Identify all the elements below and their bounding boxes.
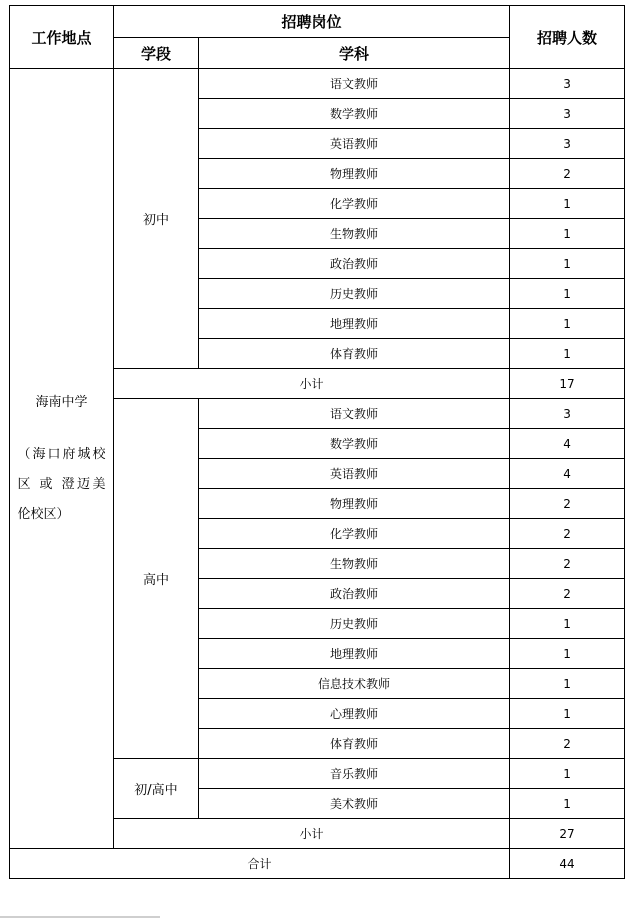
- header-stage: 学段: [114, 38, 199, 69]
- subtotal-label: 小计: [114, 819, 510, 849]
- bottom-edge-line: [0, 916, 160, 918]
- subject-cell: 化学教师: [199, 519, 510, 549]
- subject-cell: 心理教师: [199, 699, 510, 729]
- count-cell: 2: [510, 489, 625, 519]
- count-cell: 1: [510, 789, 625, 819]
- subject-cell: 化学教师: [199, 189, 510, 219]
- subject-cell: 英语教师: [199, 129, 510, 159]
- header-row-1: [10, 6, 625, 38]
- count-cell: 1: [510, 189, 625, 219]
- count-cell: 1: [510, 279, 625, 309]
- header-count: 招聘人数: [510, 6, 625, 69]
- count-cell: 1: [510, 339, 625, 369]
- subject-cell: 物理教师: [199, 489, 510, 519]
- location-campus-line: 伦校区）: [17, 506, 70, 522]
- subject-cell: 政治教师: [199, 249, 510, 279]
- subject-cell: 信息技术教师: [199, 669, 510, 699]
- subject-cell: 地理教师: [199, 309, 510, 339]
- count-cell: 3: [510, 129, 625, 159]
- subtotal-value: 27: [510, 819, 625, 849]
- subject-cell: 生物教师: [199, 219, 510, 249]
- count-cell: 2: [510, 159, 625, 189]
- header-location: 工作地点: [10, 6, 114, 69]
- subject-cell: 物理教师: [199, 159, 510, 189]
- recruitment-table-container: [9, 5, 625, 879]
- subject-cell: 历史教师: [199, 279, 510, 309]
- subject-cell: 政治教师: [199, 579, 510, 609]
- location-spacer: [10, 418, 113, 440]
- subject-cell: 体育教师: [199, 339, 510, 369]
- recruitment-table: [9, 5, 625, 879]
- count-cell: 1: [510, 669, 625, 699]
- subject-cell: 美术教师: [199, 789, 510, 819]
- total-row: [10, 849, 625, 879]
- subject-cell: 生物教师: [199, 549, 510, 579]
- subject-cell: 音乐教师: [199, 759, 510, 789]
- subject-cell: 数学教师: [199, 99, 510, 129]
- header-position: 招聘岗位: [114, 6, 510, 38]
- stage-both: 初/高中: [114, 759, 199, 819]
- count-cell: 1: [510, 759, 625, 789]
- count-cell: 1: [510, 309, 625, 339]
- total-label: 合计: [10, 849, 510, 879]
- stage-junior: 初中: [114, 69, 199, 369]
- count-cell: 1: [510, 639, 625, 669]
- total-value: 44: [510, 849, 625, 879]
- count-cell: 2: [510, 579, 625, 609]
- subject-cell: 地理教师: [199, 639, 510, 669]
- count-cell: 4: [510, 459, 625, 489]
- table-row: [10, 69, 625, 99]
- count-cell: 1: [510, 699, 625, 729]
- count-cell: 2: [510, 729, 625, 759]
- subject-cell: 语文教师: [199, 69, 510, 99]
- location-cell: [10, 69, 114, 849]
- subject-cell: 数学教师: [199, 429, 510, 459]
- count-cell: 3: [510, 69, 625, 99]
- location-campus-line: （海口府城校: [17, 446, 106, 462]
- stage-senior: 高中: [114, 399, 199, 759]
- count-cell: 1: [510, 219, 625, 249]
- count-cell: 1: [510, 249, 625, 279]
- location-campus-line: 区 或 澄迈美: [17, 476, 106, 492]
- location-name: 海南中学: [35, 394, 88, 410]
- subject-cell: 英语教师: [199, 459, 510, 489]
- subject-cell: 体育教师: [199, 729, 510, 759]
- count-cell: 3: [510, 399, 625, 429]
- subtotal-value: 17: [510, 369, 625, 399]
- count-cell: 4: [510, 429, 625, 459]
- count-cell: 2: [510, 549, 625, 579]
- subject-cell: 语文教师: [199, 399, 510, 429]
- subject-cell: 历史教师: [199, 609, 510, 639]
- count-cell: 2: [510, 519, 625, 549]
- count-cell: 1: [510, 609, 625, 639]
- header-subject: 学科: [199, 38, 510, 69]
- subtotal-label: 小计: [114, 369, 510, 399]
- count-cell: 3: [510, 99, 625, 129]
